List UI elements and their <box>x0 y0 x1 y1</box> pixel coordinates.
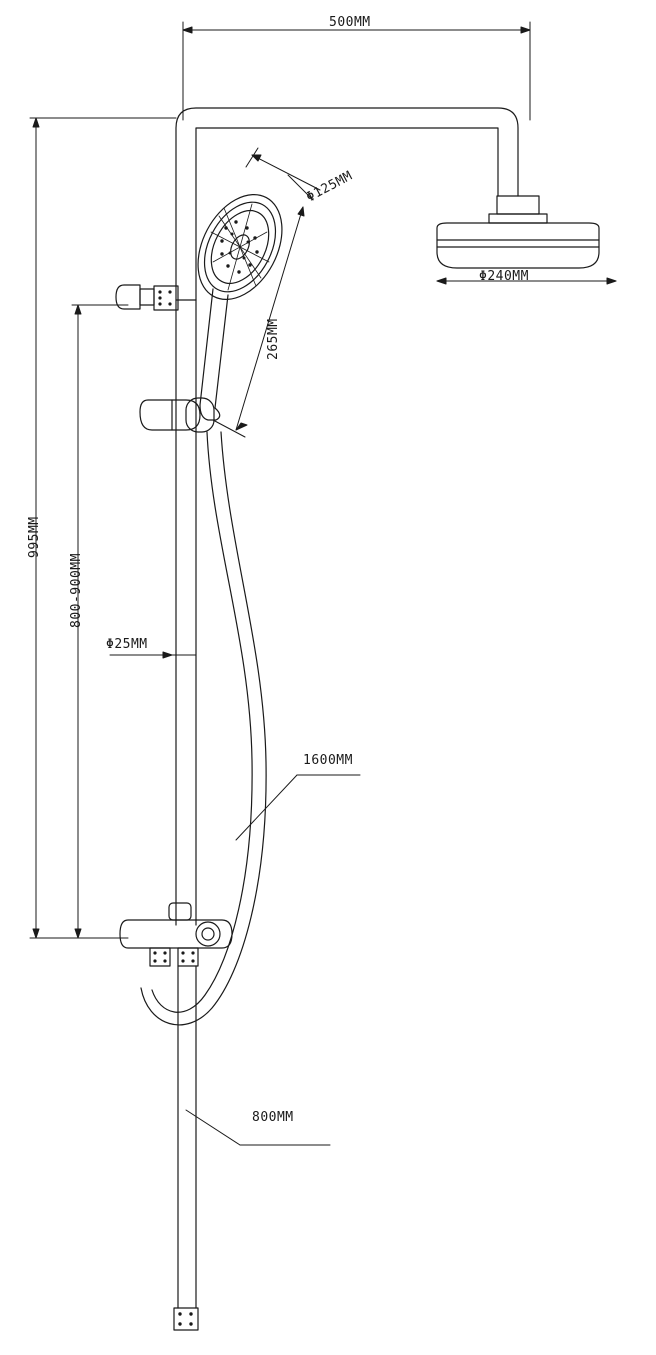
leader-hose-length <box>236 775 360 840</box>
label-head-diameter: Φ240MM <box>479 269 529 284</box>
label-hand-shower-length: 265MM <box>266 318 281 360</box>
shower-hose <box>141 432 266 1025</box>
inlet-hose <box>174 966 198 1330</box>
hand-shower-head <box>181 180 299 314</box>
riser-pipe <box>176 300 196 925</box>
label-total-height: 995MM <box>27 516 42 558</box>
label-top-width: 500MM <box>329 15 371 30</box>
dim-top-width <box>183 22 530 120</box>
overhead-arm-pipe <box>176 108 518 300</box>
wall-bracket <box>116 285 178 310</box>
slide-bar-holder <box>140 398 214 432</box>
dim-hand-shower-diameter <box>246 148 320 190</box>
dim-hand-shower-length <box>213 175 313 437</box>
label-hand-shower-diameter: Φ125MM <box>304 168 356 206</box>
label-rail-diameter: Φ25MM <box>106 637 148 652</box>
label-hose-length: 1600MM <box>303 753 353 768</box>
hand-shower-handle <box>200 289 228 420</box>
dim-total-height <box>30 118 176 938</box>
label-adjustable-range: 800-900MM <box>69 553 84 628</box>
overhead-shower-head <box>437 196 599 268</box>
label-inlet-hose-length: 800MM <box>252 1110 294 1125</box>
